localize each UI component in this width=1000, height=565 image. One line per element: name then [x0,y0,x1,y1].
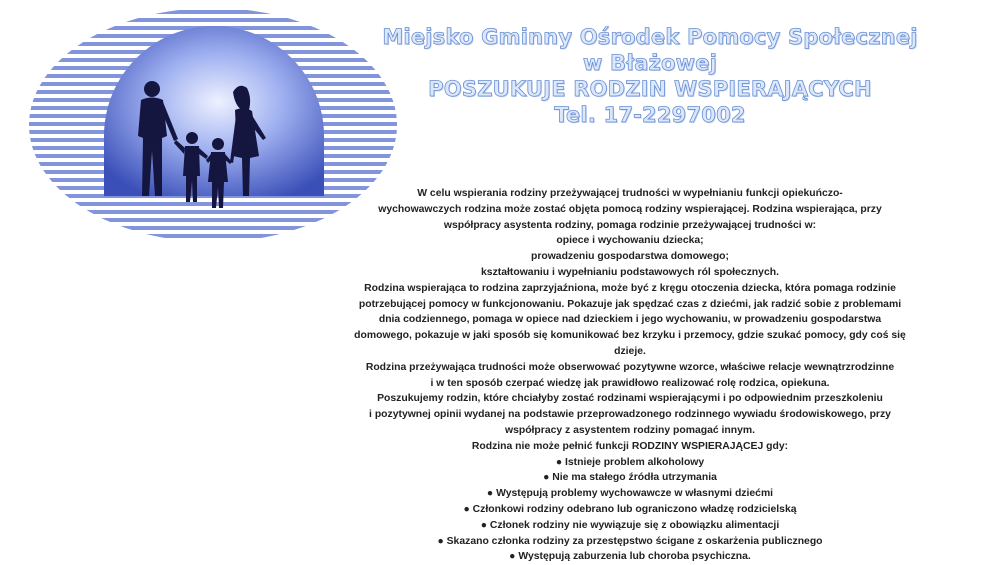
body-line: potrzebującej pomocy w funkcjonowaniu. Pokazuje jak spędzać czas z dziećmi, jak radzić sobie z problemami [358,298,902,310]
body-line: współpracy asystenta rodziny, pomaga rodzinie przeżywającej trudności w: [443,219,817,231]
heading-location: w Błażowej [582,51,718,75]
announcement-body [310,186,950,565]
heading-phone: Tel. 17-2297002 [554,103,746,127]
body-line: dnia codziennego, pomaga w opiece nad dzieckiem i jego wychowaniu, w prowadzeniu gospodarstwa [378,314,882,326]
criteria-item: ● Członek rodziny nie wywiązuje się z obowiązku alimentacji [480,519,780,531]
criteria-item: ● Występują zaburzenia lub choroba psychiczna. [509,551,751,563]
heading-institution-name: Miejsko Gminny Ośrodek Pomocy Społecznej [382,25,918,49]
criteria-item: ● Istnieje problem alkoholowy [555,456,705,468]
body-line: prowadzeniu gospodarstwa domowego; [530,251,729,263]
heading-announcement: POSZUKUJE RODZIN WSPIERAJĄCYCH [428,77,872,101]
criteria-item: ● Członkowi rodziny odebrano lub ograniczono władzę rodzicielską [463,503,797,515]
page-heading [345,24,955,128]
criteria-item: ● Nie ma stałego źródła utrzymania [543,472,717,484]
body-line: Rodzina wspierająca to rodzina zaprzyjaźniona, może być z kręgu otoczenia dziecka, która pomaga rodzinie [364,282,896,294]
body-line: W celu wspierania rodziny przeżywającej trudności w wypełnianiu funkcji opiekuńczo- [417,188,843,199]
body-line: opiece i wychowaniu dziecka; [556,235,704,247]
criteria-item: ● Występują problemy wychowawcze w własnymi dziećmi [486,488,774,500]
body-line: współpracy z asystentem rodziny pomagać innym. [504,424,756,436]
body-line: Rodzina przeżywająca trudności może obserwować pozytywne wzorce, właściwe relacje wewnątrzrodzinne [365,361,895,373]
criteria-item: ● Skazano członka rodziny za przestępstwo ścigane z oskarżenia publicznego [437,535,823,547]
body-line: dzieje. [614,345,646,357]
body-line: domowego, pokazuje w jaki sposób się komunikować bez krzyku i przemocy, gdzie szukać pomocy, gdy coś się [354,330,906,342]
criteria-heading: Rodzina nie może pełnić funkcji RODZINY WSPIERAJĄCEJ gdy: [471,440,789,452]
body-line: i w ten sposób czerpać wiedzę jak prawidłowo realizować rolę rodzica, opiekuna. [430,377,830,389]
body-line: Poszukujemy rodzin, które chciałyby zostać rodzinami wspierającymi i po odpowiednim przeszkoleniu [377,393,883,405]
body-line: i pozytywnej opinii wydanej na podstawie przeprowadzonego rodzinnego wywiadu środowiskowego, przy [369,409,891,421]
body-line: kształtowaniu i wypełnianiu podstawowych ról społecznych. [481,266,779,278]
body-line: wychowawczych rodzina może zostać objęta pomocą rodziny wspierającej. Rodzina wspierająca, przy [378,203,882,215]
